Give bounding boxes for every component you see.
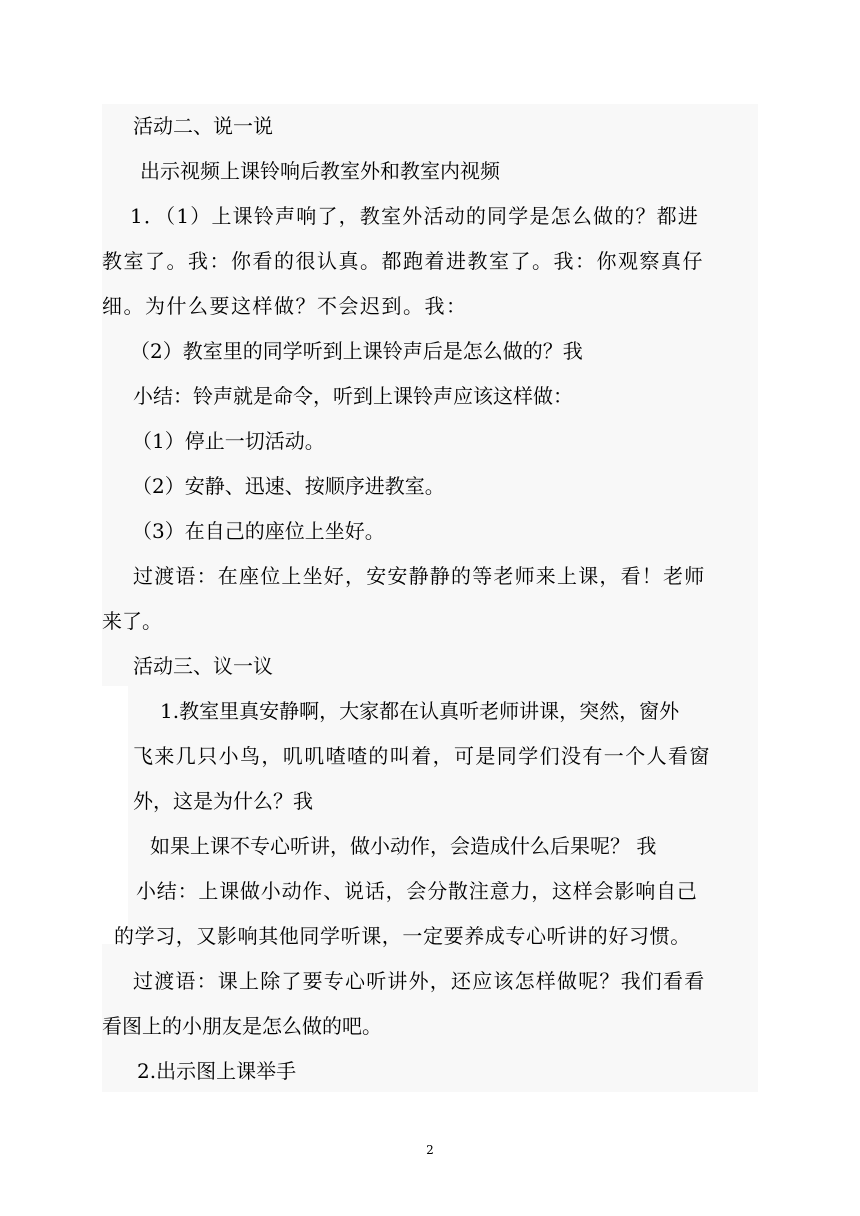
section-heading-activity-3: 活动三、议一议 [133,654,273,678]
paragraph-line: 过渡语：课上除了要专心听讲外，还应该怎样做呢？我们看看 [133,969,706,993]
paragraph-line: 教室了。我：你看的很认真。都跑着进教室了。我：你观察真仔 [102,249,704,273]
paragraph-line: 1．（1）上课铃声响了，教室外活动的同学是怎么做的？都进 [130,204,700,228]
paragraph-line: 细。为什么要这样做？不会迟到。我： [102,294,468,318]
paragraph-line: （2）教室里的同学听到上课铃声后是怎么做的？我 [130,339,583,363]
paragraph-line: 出示视频上课铃响后教室外和教室内视频 [140,159,500,183]
paragraph-line: 过渡语：在座位上坐好，安安静静的等老师来上课，看！老师 [133,564,706,588]
paragraph-line: 看图上的小朋友是怎么做的吧。 [102,1014,382,1038]
paragraph-line: 1.教室里真安静啊，大家都在认真听老师讲课，突然，窗外 [160,699,680,723]
paragraph-line: 如果上课不专心听讲，做小动作，会造成什么后果呢？ 我 [150,834,657,858]
paragraph-line: 飞来几只小鸟，叽叽喳喳的叫着，可是同学们没有一个人看窗 [133,744,711,768]
paragraph-line: 外，这是为什么？我 [133,789,313,813]
section-heading-activity-2: 活动二、说一说 [133,114,273,138]
paragraph-line: 2.出示图上课举手 [137,1059,297,1083]
list-item: （2）安静、迅速、按顺序进教室。 [132,474,445,498]
list-item: （1）停止一切活动。 [132,429,325,453]
summary-heading: 小结：上课做小动作、说话，会分散注意力，这样会影响自己 [136,879,698,903]
page-number: 2 [426,1143,434,1157]
summary-heading: 小结：铃声就是命令，听到上课铃声应该这样做： [133,384,573,408]
paragraph-line: 来了。 [102,609,162,633]
list-item: （3）在自己的座位上坐好。 [132,519,385,543]
paragraph-line: 的学习，又影响其他同学听课，一定要养成专心听讲的好习惯。 [114,924,691,948]
